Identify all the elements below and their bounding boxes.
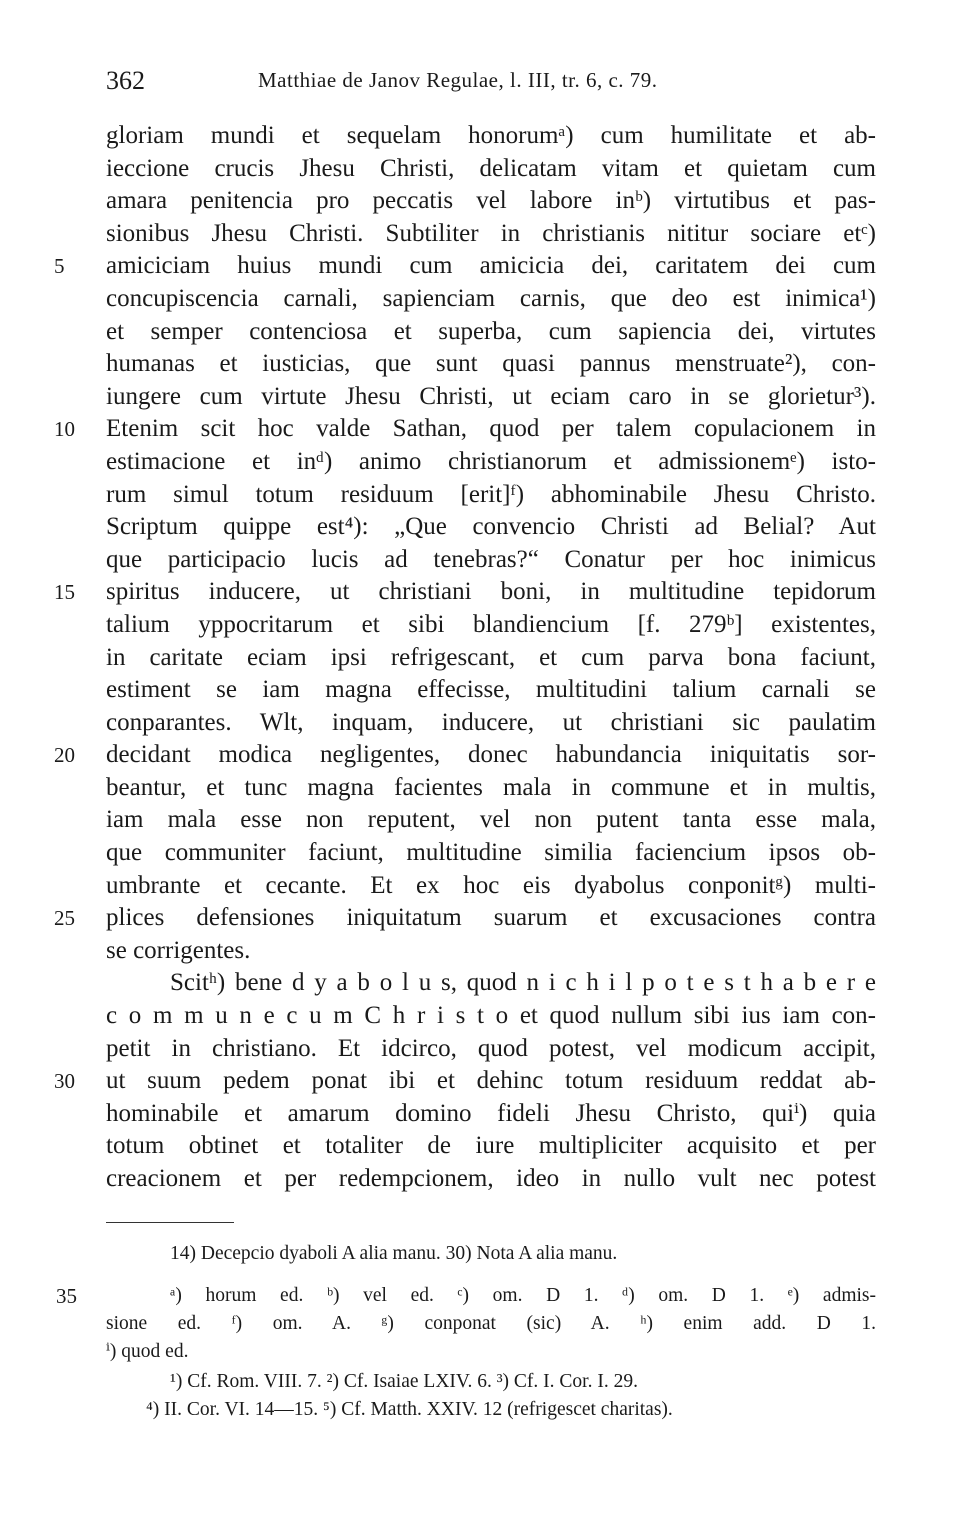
line-number: 20 — [54, 743, 75, 768]
text-line — [106, 642, 876, 675]
line-text: ieccione crucis Jhesu Christi, delicatam vitam et quietam cum — [106, 154, 876, 182]
text-line — [106, 707, 876, 740]
source-notes — [106, 1368, 876, 1424]
line-text: gloriam mundi et sequelam honorumᵃ) cum humilitate et ab- — [106, 122, 876, 149]
footnote-text: sione ed. ᶠ) om. A. ᵍ) conponat (sic) A. ʰ) enim add. D 1. — [106, 1313, 876, 1334]
line-text: sionibus Jhesu Christi. Subtiliter in christianis nititur sociare etᶜ) — [106, 219, 876, 247]
running-head: Matthiae de Janov Regulae, l. III, tr. 6, c. 79. — [258, 68, 658, 92]
text-line — [106, 804, 876, 837]
line-text: que participacio lucis ad tenebras?“ Conatur per hoc inimicus — [106, 545, 876, 573]
line-text: spiritus inducere, ut christiani boni, in multitudine tepidorum — [106, 578, 876, 606]
text-line — [54, 902, 876, 935]
footnote-text: ᵃ) horum ed. ᵇ) vel ed. ᶜ) om. D 1. ᵈ) om. D 1. ᵉ) admis- — [170, 1285, 876, 1306]
footnote-line — [106, 1368, 876, 1396]
line-text: Scriptum quippe est⁴): „Que convencio Christi ad Belial? Aut — [106, 513, 876, 541]
text-line — [106, 283, 876, 316]
footnote-line — [56, 1282, 876, 1310]
text-line — [106, 153, 876, 186]
critical-apparatus — [56, 1282, 876, 1366]
line-text: humanas et iusticias, que sunt quasi pannus menstruate²), con- — [106, 350, 876, 378]
line-text: iam mala esse non reputent, vel non putent tanta esse mala, — [106, 806, 876, 834]
footnote-text: ¹) Cf. Rom. VIII. 7. ²) Cf. Isaiae LXIV. 6. ³) Cf. I. Cor. I. 29. — [170, 1371, 638, 1392]
line-text: beantur, et tunc magna facientes mala in commune et in multis, — [106, 773, 876, 801]
page-header — [106, 66, 876, 100]
line-number: 25 — [54, 906, 75, 931]
footnote-line — [106, 1338, 876, 1366]
footnote-text: 14) Decepcio dyaboli A alia manu. 30) Nota A alia manu. — [170, 1243, 618, 1264]
text-line — [106, 348, 876, 381]
line-number: 30 — [54, 1069, 75, 1094]
line-text: que communiter faciunt, multitudine similia faciencium ipsos ob- — [106, 839, 876, 867]
line-text: estimacione et inᵈ) animo christianorum et admissionemᵉ) isto- — [106, 447, 876, 475]
line-text: ut suum pedem ponat ibi et dehinc totum residuum reddat ab- — [106, 1067, 876, 1095]
footnote-line — [106, 1396, 876, 1424]
line-text: hominabile et amarum domino fideli Jhesu Christo, quiⁱ) quia — [106, 1099, 876, 1127]
line-text: in caritate eciam ipsi refrigescant, et cum parva bona faciunt, — [106, 643, 876, 671]
line-number: 35 — [56, 1284, 77, 1308]
line-text: iungere cum virtute Jhesu Christi, ut eciam caro in se glorietur³). — [106, 382, 876, 410]
text-line — [106, 674, 876, 707]
line-text: et semper contenciosa et superba, cum sapiencia dei, virtutes — [106, 317, 876, 345]
line-text: petit in christiano. Et idcirco, quod potest, vel modicum accipit, — [106, 1034, 876, 1062]
text-line — [106, 772, 876, 805]
text-line — [106, 446, 876, 479]
footnote-line — [106, 1310, 876, 1338]
text-line — [106, 1000, 876, 1033]
line-text: talium yppocritarum et sibi blandiencium [f. 279ᵇ] existentes, — [106, 610, 876, 638]
line-text: decidant modica negligentes, donec habundancia iniquitatis sor- — [106, 741, 876, 769]
line-number: 5 — [54, 254, 65, 279]
footnote-separator — [106, 1222, 234, 1223]
text-line — [54, 576, 876, 609]
line-text: amiciciam huius mundi cum amicicia dei, caritatem dei cum — [106, 252, 876, 280]
footnote-line — [106, 1240, 876, 1268]
line-text: umbrante et cecante. Et ex hoc eis dyabolus conponitᵍ) multi- — [106, 871, 876, 899]
text-line — [106, 479, 876, 512]
text-line — [106, 609, 876, 642]
line-text: creacionem et per redempcionem, ideo in nullo vult nec potest — [106, 1165, 876, 1192]
text-line — [106, 218, 876, 251]
marginal-notes — [106, 1240, 876, 1268]
line-text: concupiscencia carnali, sapienciam carnis, que deo est inimica¹) — [106, 284, 876, 312]
text-line — [106, 185, 876, 218]
line-number: 10 — [54, 417, 75, 442]
text-line — [54, 250, 876, 283]
text-line — [106, 544, 876, 577]
text-line — [106, 1163, 876, 1196]
text-line — [106, 870, 876, 903]
line-text: c o m m u n e c u m C h r i s t o et quod nullum sibi ius iam con- — [106, 1002, 876, 1030]
text-line — [106, 120, 876, 153]
text-line — [106, 935, 876, 968]
line-text: amara penitencia pro peccatis vel labore inᵇ) virtutibus et pas- — [106, 187, 876, 215]
line-number: 15 — [54, 580, 75, 605]
line-text: estiment se iam magna effecisse, multitudini talium carnali se — [106, 676, 876, 704]
line-text: rum simul totum residuum [erit]ᶠ) abhominabile Jhesu Christo. — [106, 480, 876, 508]
line-text: conparantes. Wlt, inquam, inducere, ut christiani sic paulatim — [106, 708, 876, 736]
text-line — [106, 1130, 876, 1163]
line-text: se corrigentes. — [106, 936, 251, 964]
main-text — [54, 120, 876, 1196]
text-line — [54, 413, 876, 446]
line-text: plices defensiones iniquitatum suarum et excusaciones contra — [106, 904, 876, 932]
footnote-text: ⁴) II. Cor. VI. 14—15. ⁵) Cf. Matth. XXIV. 12 (refrigescet charitas). — [146, 1399, 673, 1420]
text-line — [54, 1065, 876, 1098]
text-line — [106, 1033, 876, 1066]
text-line — [54, 739, 876, 772]
text-line — [106, 967, 876, 1000]
text-line — [106, 316, 876, 349]
line-text: totum obtinet et totaliter de iure multipliciter acquisito et per — [106, 1132, 876, 1160]
text-line — [106, 837, 876, 870]
line-text: Etenim scit hoc valde Sathan, quod per talem copulacionem in — [106, 415, 876, 443]
line-text: Scitʰ) bene d y a b o l u s, quod n i c h i l p o t e s t h a b e r e — [170, 969, 876, 997]
footnote-text: ⁱ) quod ed. — [106, 1341, 189, 1362]
page-number: 362 — [106, 66, 145, 95]
text-line — [106, 511, 876, 544]
text-line — [106, 381, 876, 414]
text-line — [106, 1098, 876, 1131]
